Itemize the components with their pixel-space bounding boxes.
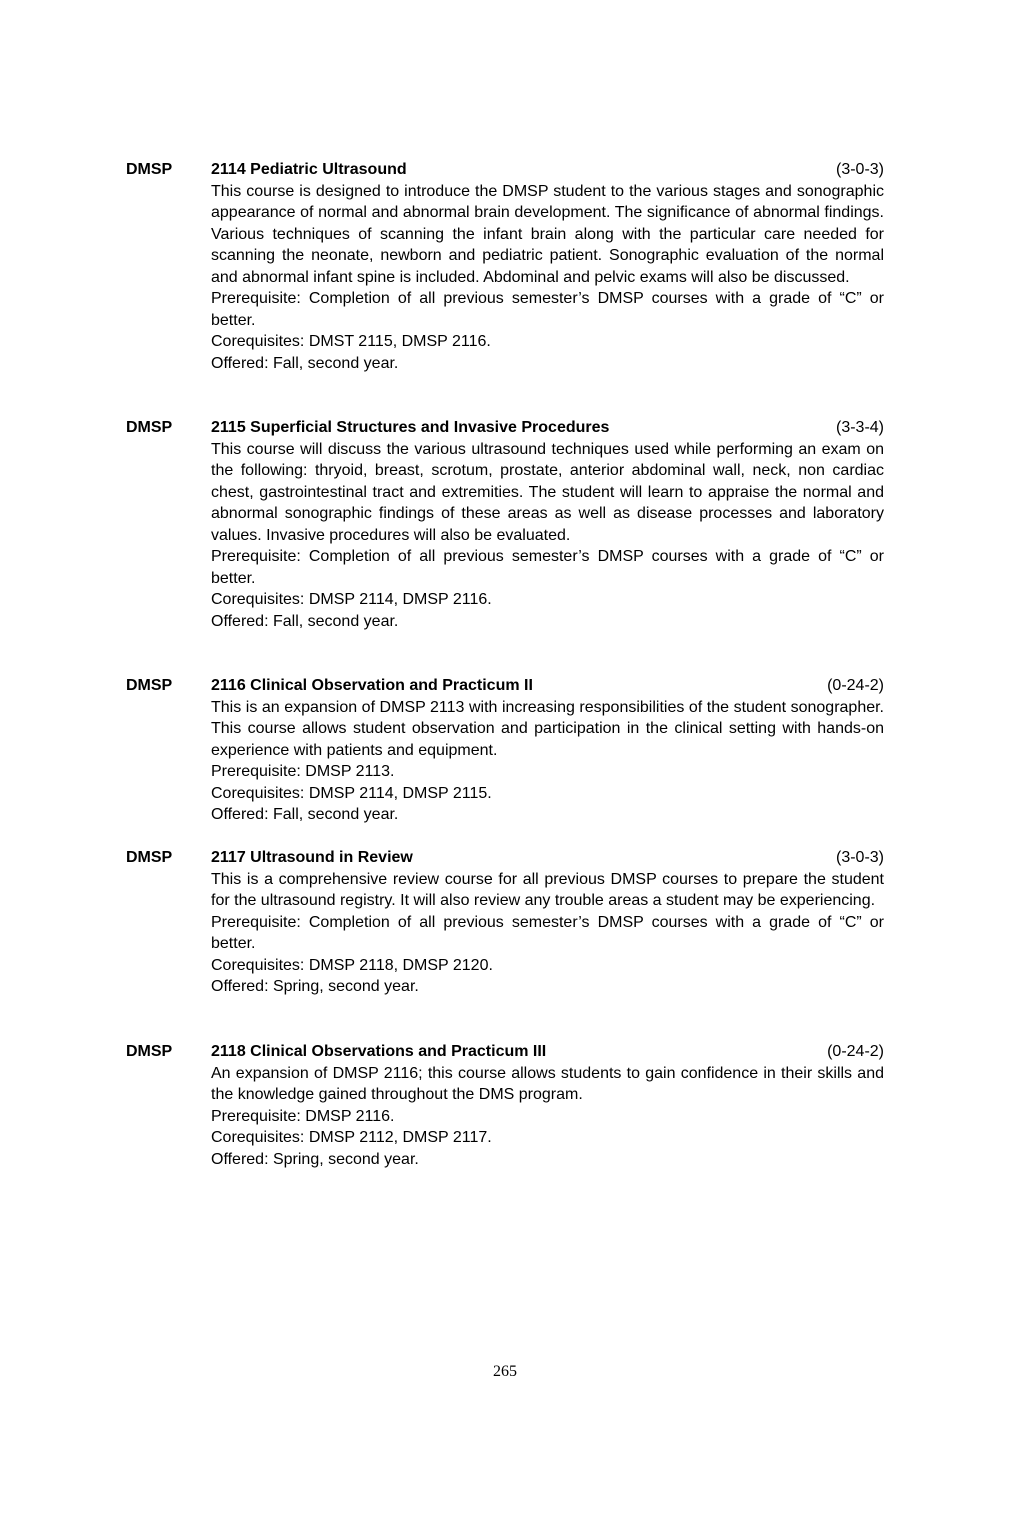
- course-credits: (0-24-2): [827, 1043, 884, 1060]
- course-corequisites: Corequisites: DMST 2115, DMSP 2116.: [211, 333, 491, 350]
- course-entry-dmsp-2116: [126, 675, 884, 826]
- course-description: This is an expansion of DMSP 2113 with increasing responsibilities of the student sonographer. This course allows student observation and participation in the clinical setting with hands-on experience with patients and equipment.: [211, 698, 884, 759]
- course-description: This is a comprehensive review course for all previous DMSP courses to prepare the student for the ultrasound registry. It will also review any trouble areas a student may be experiencing.: [211, 870, 884, 909]
- course-title: 2115 Superficial Structures and Invasive Procedures: [211, 419, 610, 436]
- course-prerequisite: Prerequisite: Completion of all previous semester’s DMSP courses with a grade of “C” or better.: [211, 290, 884, 329]
- course-offered: Offered: Spring, second year.: [211, 1150, 419, 1168]
- course-prerequisite: Prerequisite: DMSP 2116.: [211, 1107, 395, 1125]
- course-corequisites: Corequisites: DMSP 2118, DMSP 2120.: [211, 956, 493, 974]
- course-prefix: DMSP: [126, 419, 173, 436]
- course-prerequisite: Prerequisite: Completion of all previous semester’s DMSP courses with a grade of “C” or better.: [211, 548, 884, 587]
- course-heading: [126, 847, 884, 869]
- course-title: 2117 Ultrasound in Review: [211, 849, 413, 866]
- course-entry-dmsp-2118: [126, 1041, 884, 1170]
- course-corequisites: Corequisites: DMSP 2114, DMSP 2116.: [211, 591, 492, 608]
- course-offered: Offered: Spring, second year.: [211, 978, 419, 995]
- course-prerequisite: Prerequisite: Completion of all previous semester’s DMSP courses with a grade of “C” or better.: [211, 913, 884, 952]
- course-description: An expansion of DMSP 2116; this course allows students to gain confidence in their skills and the knowledge gained throughout the DMS program.: [211, 1064, 884, 1103]
- course-entry-dmsp-2114: [126, 159, 884, 374]
- course-heading: [126, 1041, 884, 1063]
- course-corequisites: Corequisites: DMSP 2112, DMSP 2117.: [211, 1129, 492, 1146]
- course-title: 2116 Clinical Observation and Practicum II: [211, 677, 533, 694]
- course-offered: Offered: Fall, second year.: [211, 612, 399, 630]
- course-prerequisite: Prerequisite: DMSP 2113.: [211, 763, 395, 780]
- course-prefix: DMSP: [126, 1043, 173, 1060]
- course-heading: [126, 417, 884, 439]
- course-credits: (3-0-3): [835, 849, 884, 866]
- course-prefix: DMSP: [126, 161, 173, 178]
- course-entry-dmsp-2115: [126, 417, 884, 632]
- course-prefix: DMSP: [126, 849, 173, 866]
- course-title: 2114 Pediatric Ultrasound: [211, 161, 407, 178]
- course-title: 2118 Clinical Observations and Practicum III: [211, 1043, 547, 1060]
- course-corequisites: Corequisites: DMSP 2114, DMSP 2115.: [211, 784, 492, 802]
- course-prefix: DMSP: [126, 677, 173, 694]
- page-number: 265: [493, 1363, 517, 1380]
- course-credits: (0-24-2): [827, 677, 884, 694]
- course-offered: Offered: Fall, second year.: [211, 354, 399, 372]
- course-offered: Offered: Fall, second year.: [211, 806, 399, 823]
- course-credits: (3-0-3): [835, 161, 884, 178]
- course-description: This course is designed to introduce the DMSP student to the various stages and sonographic appearance of normal and abnormal brain development. The significance of abnormal findings. Various techniques of scanning the infant brain along with the particular care needed for scanning the neonate, newborn and pediatric patient. Sonographic evaluation of the normal and abnormal infant spine is included. Abdominal and pelvic exams will also be discussed.: [211, 182, 884, 286]
- course-credits: (3-3-4): [835, 419, 884, 436]
- course-heading: [126, 159, 884, 181]
- course-heading: [126, 675, 884, 697]
- course-entry-dmsp-2117: [126, 847, 884, 998]
- course-description: This course will discuss the various ultrasound techniques used while performing an exam on the following: thryoid, breast, scrotum, prostate, anterior abdominal wall, neck, non cardiac chest, gastrointestinal tract and extremities. The student will learn to appraise the normal and abnormal sonographic findings of these areas as well as disease processes and laboratory values. Invasive procedures will also be evaluated.: [211, 440, 884, 544]
